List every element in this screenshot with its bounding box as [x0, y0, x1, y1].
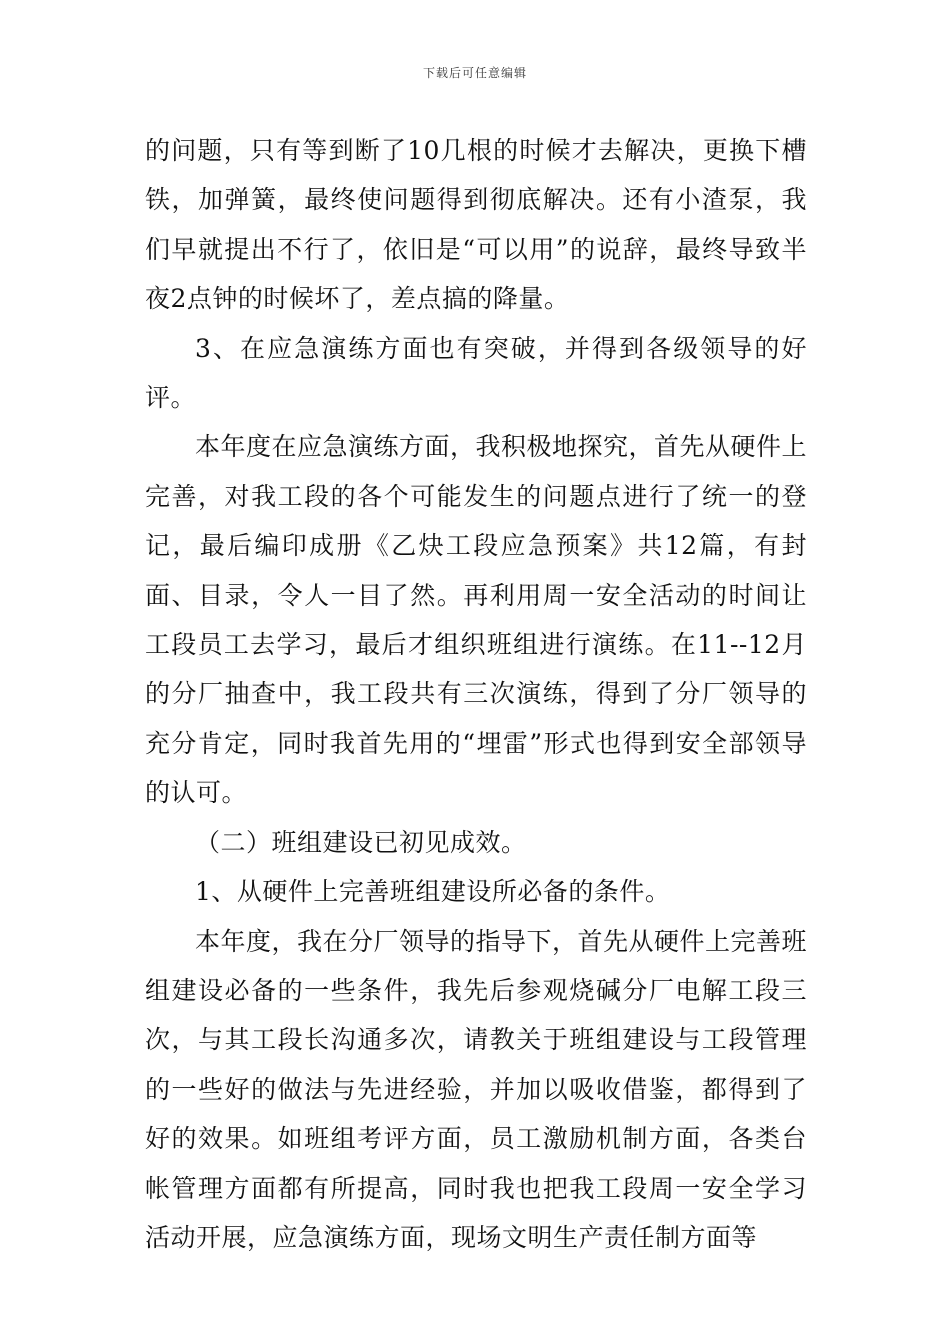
paragraph-6: 本年度，我在分厂领导的指导下，首先从硬件上完善班组建设必备的一些条件，我先后参观烧碱分厂电解工段三次，与其工段长沟通多次，请教关于班组建设与工段管理的一些好的做法与先进经验，并加以吸收借鉴，都得到了好的效果。如班组考评方面，员工激励机制方面，各类台帐管理方面都有所提高，同时我也把我工段周一安全学习活动开展，应急演练方面，现场文明生产责任制方面等: [145, 926, 808, 1252]
paragraph-1: 的问题，只有等到断了10几根的时候才去解决，更换下槽铁，加弹簧，最终使问题得到彻底解决。还有小渣泵，我们早就提出不行了，依旧是“可以用”的说辞，最终导致半夜2点钟的时候坏了，差点搞的降量。: [145, 136, 807, 314]
section-heading: （二）班组建设已初见成效。: [195, 827, 527, 857]
paragraph-5: 1、从硬件上完善班组建设所必备的条件。: [195, 877, 671, 907]
paragraph-3: 本年度在应急演练方面，我积极地探究，首先从硬件上完善，对我工段的各个可能发生的问题点进行了统一的登记，最后编印成册《乙炔工段应急预案》共12篇，有封面、目录，令人一目了然。再利用周一安全活动的时间让工段员工去学习，最后才组织班组进行演练。在11--12月的分厂抽查中，我工段共有三次演练，得到了分厂领导的充分肯定，同时我首先用的“埋雷”形式也得到安全部领导的认可。: [145, 432, 808, 808]
document-body: [145, 126, 807, 1262]
paragraph-2: 3、在应急演练方面也有突破，并得到各级领导的好评。: [145, 333, 807, 413]
header-note: 下载后可任意编辑: [422, 66, 527, 80]
